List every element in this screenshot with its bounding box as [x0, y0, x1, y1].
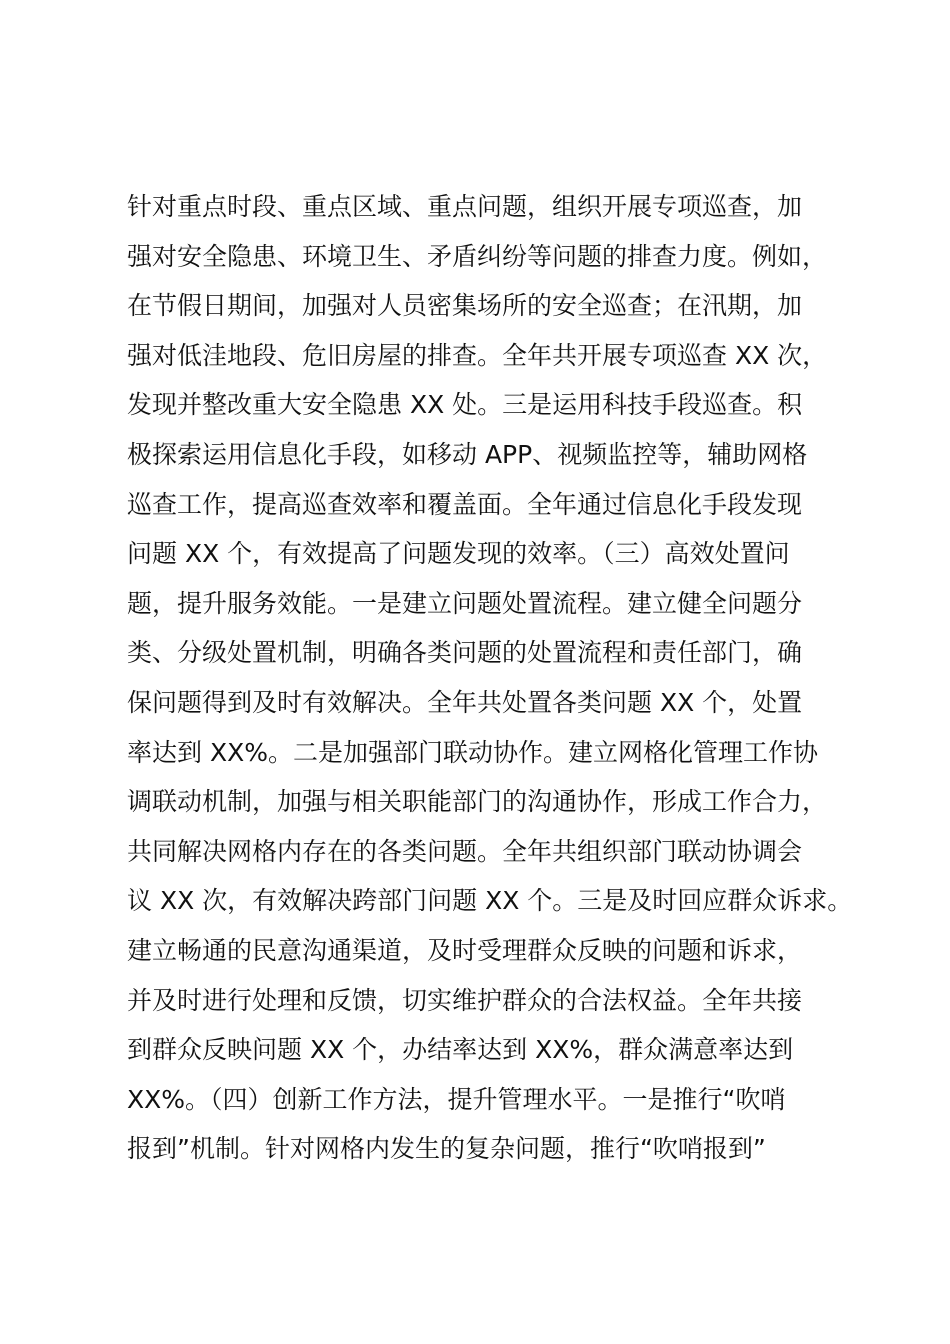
text-line: 报到”机制。针对网格内发生的复杂问题，推行“吹哨报到” — [127, 1134, 766, 1164]
text-line: 建立畅通的民意沟通渠道，及时受理群众反映的问题和诉求， — [127, 935, 803, 965]
text-line: 针对重点时段、重点区域、重点问题，组织开展专项巡查，加 — [127, 192, 803, 221]
text-line: 调联动机制，加强与相关职能部门的沟通协作，形成工作合力， — [127, 787, 828, 817]
text-line: 极探索运用信息化手段，如移动 APP、视频监控等，辅助网格 — [127, 439, 808, 469]
text-line: 率达到 XX%。二是加强部门联动协作。建立网格化管理工作协 — [127, 737, 818, 767]
text-line: 题，提升服务效能。一是建立问题处置流程。建立健全问题分 — [127, 588, 803, 618]
text-line: 保问题得到及时有效解决。全年共处置各类问题 XX 个，处置 — [127, 687, 803, 717]
text-line: 强对低洼地段、危旧房屋的排查。全年共开展专项巡查 XX 次， — [127, 340, 828, 370]
text-line: 类、分级处置机制，明确各类问题的处置流程和责任部门，确 — [127, 638, 803, 668]
text-line: 议 XX 次，有效解决跨部门问题 XX 个。三是及时回应群众诉求。 — [127, 886, 853, 916]
text-line: 到群众反映问题 XX 个，办结率达到 XX%，群众满意率达到 — [127, 1035, 794, 1065]
text-line: 巡查工作，提高巡查效率和覆盖面。全年通过信息化手段发现 — [127, 489, 803, 519]
text-line: 强对安全隐患、环境卫生、矛盾纠纷等问题的排查力度。例如， — [127, 241, 828, 271]
text-line: 在节假日期间，加强对人员密集场所的安全巡查；在汛期，加 — [127, 291, 803, 321]
text-line: 问题 XX 个，有效提高了问题发现的效率。（三）高效处置问 — [127, 539, 790, 569]
text-line: XX%。（四）创新工作方法，提升管理水平。一是推行“吹哨 — [127, 1084, 786, 1114]
text-line: 并及时进行处理和反馈，切实维护群众的合法权益。全年共接 — [127, 985, 803, 1015]
body-paragraph — [127, 182, 862, 1174]
text-line: 共同解决网格内存在的各类问题。全年共组织部门联动协调会 — [127, 836, 803, 866]
text-line: 发现并整改重大安全隐患 XX 处。三是运用科技手段巡查。积 — [127, 390, 803, 420]
